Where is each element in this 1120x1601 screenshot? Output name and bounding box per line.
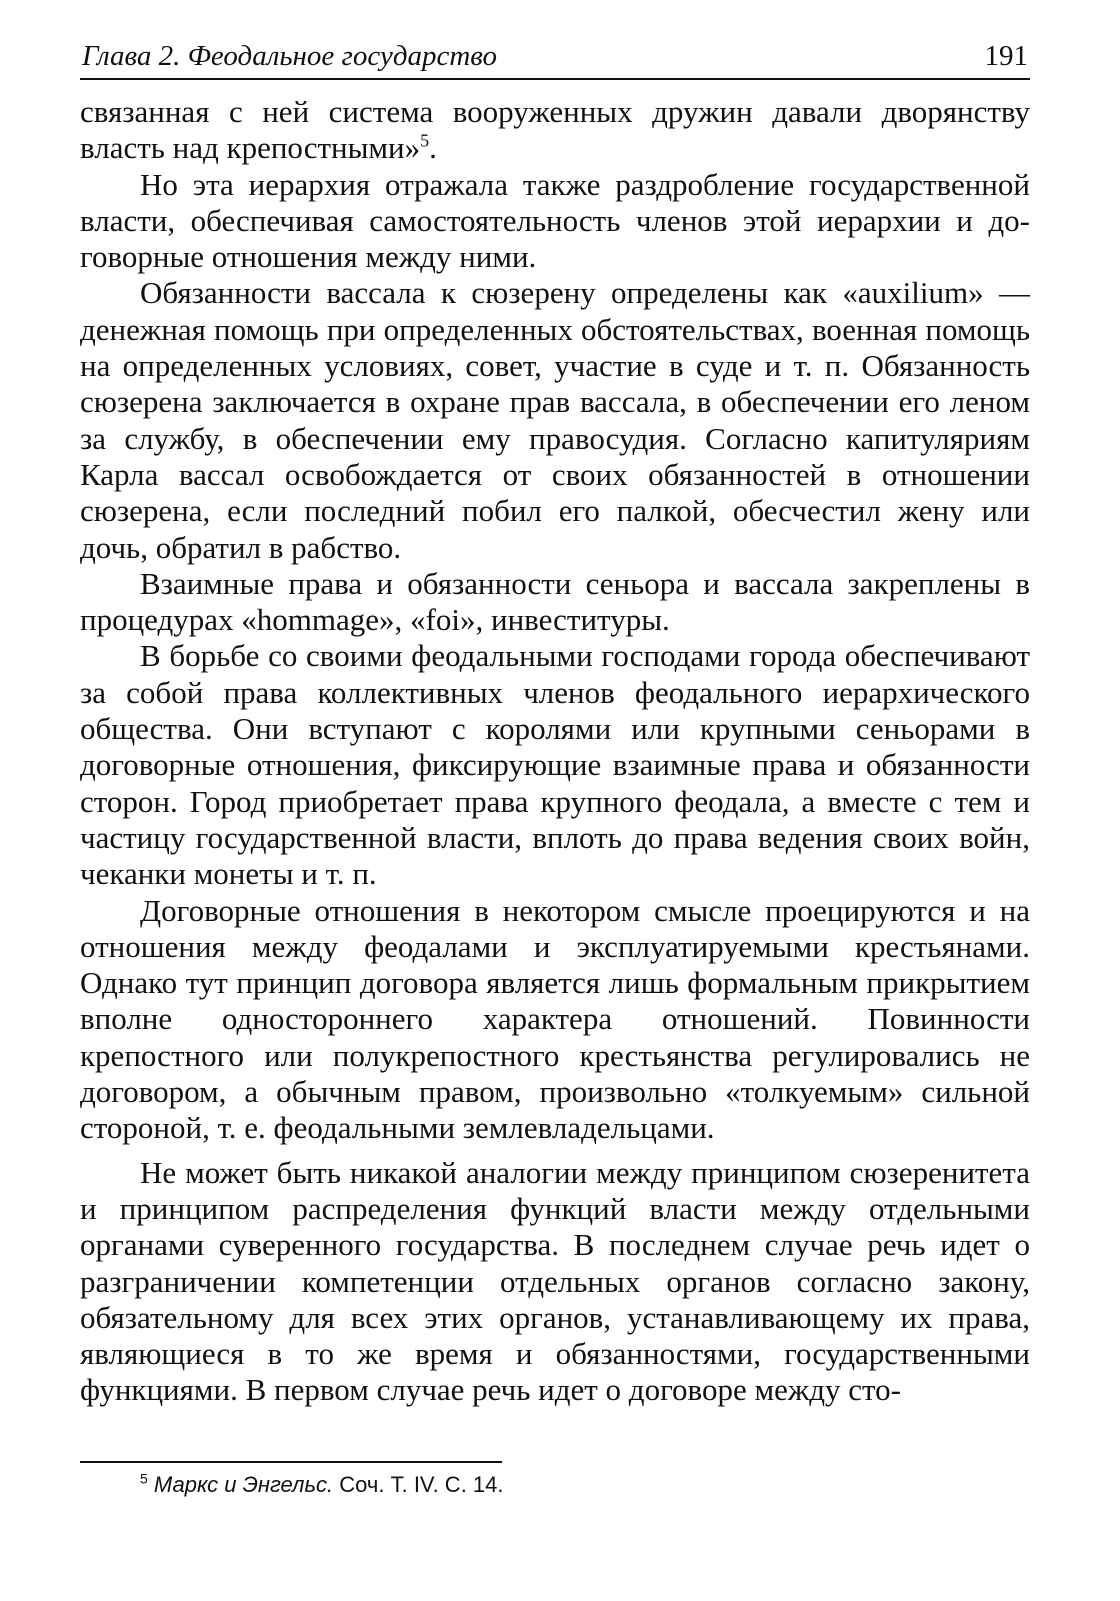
paragraph-1 xyxy=(80,94,1030,167)
paragraph-1-text: связанная с ней система вооруженных дружин давали дворянству власть над крепостными» xyxy=(80,94,1030,166)
paragraph-1-tail: . xyxy=(429,130,437,166)
footnote-authors: Маркс и Энгельс. xyxy=(153,1472,334,1497)
footnote-reference: 5 xyxy=(420,130,430,151)
footnote-reference-text: Соч. Т. IV. С. 14. xyxy=(339,1472,504,1497)
footnote-marker: 5 xyxy=(140,1470,148,1487)
paragraph-7: Не может быть никакой аналогии между принципом сюзеренитета и принципом распределения функций власти между отдельными органами суверенного государства. В последнем случае речь идет о разграничении компетенции отдельных органов согласно закону, обязательному для всех этих органов, устанавливающему их права, являющиеся в то же время и обязанностями, государственными функциями. В первом случае речь идет о договоре между сто- xyxy=(80,1154,1030,1408)
footnote xyxy=(140,1471,504,1499)
paragraph-3: Обязанности вассала к сюзерену определены как «auxilium» — денежная помощь при определенных обстоятельствах, военная помощь на определенных условиях, совет, участие в суде и т. п. Обязанность сюзерена заключается в охране прав вассала, в обеспечении его леном за службу, в обеспечении ему правосудия. Согласно капитуляриям Карла вассал освобождается от своих обязанностей в отношении сюзерена, если последний побил его палкой, обесчестил жену или дочь, обратил в рабство. xyxy=(80,275,1030,565)
header-divider xyxy=(80,78,1030,80)
running-head xyxy=(80,38,1030,78)
main-text xyxy=(80,94,1030,1409)
chapter-title: Глава 2. Феодальное государство xyxy=(82,40,498,72)
book-page xyxy=(80,38,1030,1409)
page-number: 191 xyxy=(984,40,1028,72)
paragraph-2: Но эта иерархия отражала также раздробление государственной власти, обеспечивая самостоятельность членов этой иерархии и договорные отношения между ними. xyxy=(80,166,1030,275)
paragraph-5: В борьбе со своими феодальными господами города обеспечивают за собой права коллективных членов феодального иерархического общества. Они вступают с королями или крупными сеньорами в договорные отношения, фиксирующие взаимные права и обязанности сторон. Город приобретает права крупного феодала, а вместе с тем и частицу государственной власти, вплоть до права ведения своих войн, чеканки монеты и т. п. xyxy=(80,638,1030,892)
paragraph-4: Взаимные права и обязанности сеньора и вассала закреплены в процедурах «hommage», «foi», инвеституры. xyxy=(80,565,1030,638)
footnote-divider xyxy=(80,1461,502,1463)
paragraph-6: Договорные отношения в некотором смысле проецируются и на отношения между феодалами и эксплуатируемыми крестьянами. Однако тут принцип договора является лишь формальным прикрытием вполне одностороннего характера отношений. Повинности крепостного или полукрепостного крестьянства регулировались не договором, а обычным правом, произвольно «толкуемым» сильной стороной, т. е. феодальными землевладельцами. xyxy=(80,892,1030,1146)
